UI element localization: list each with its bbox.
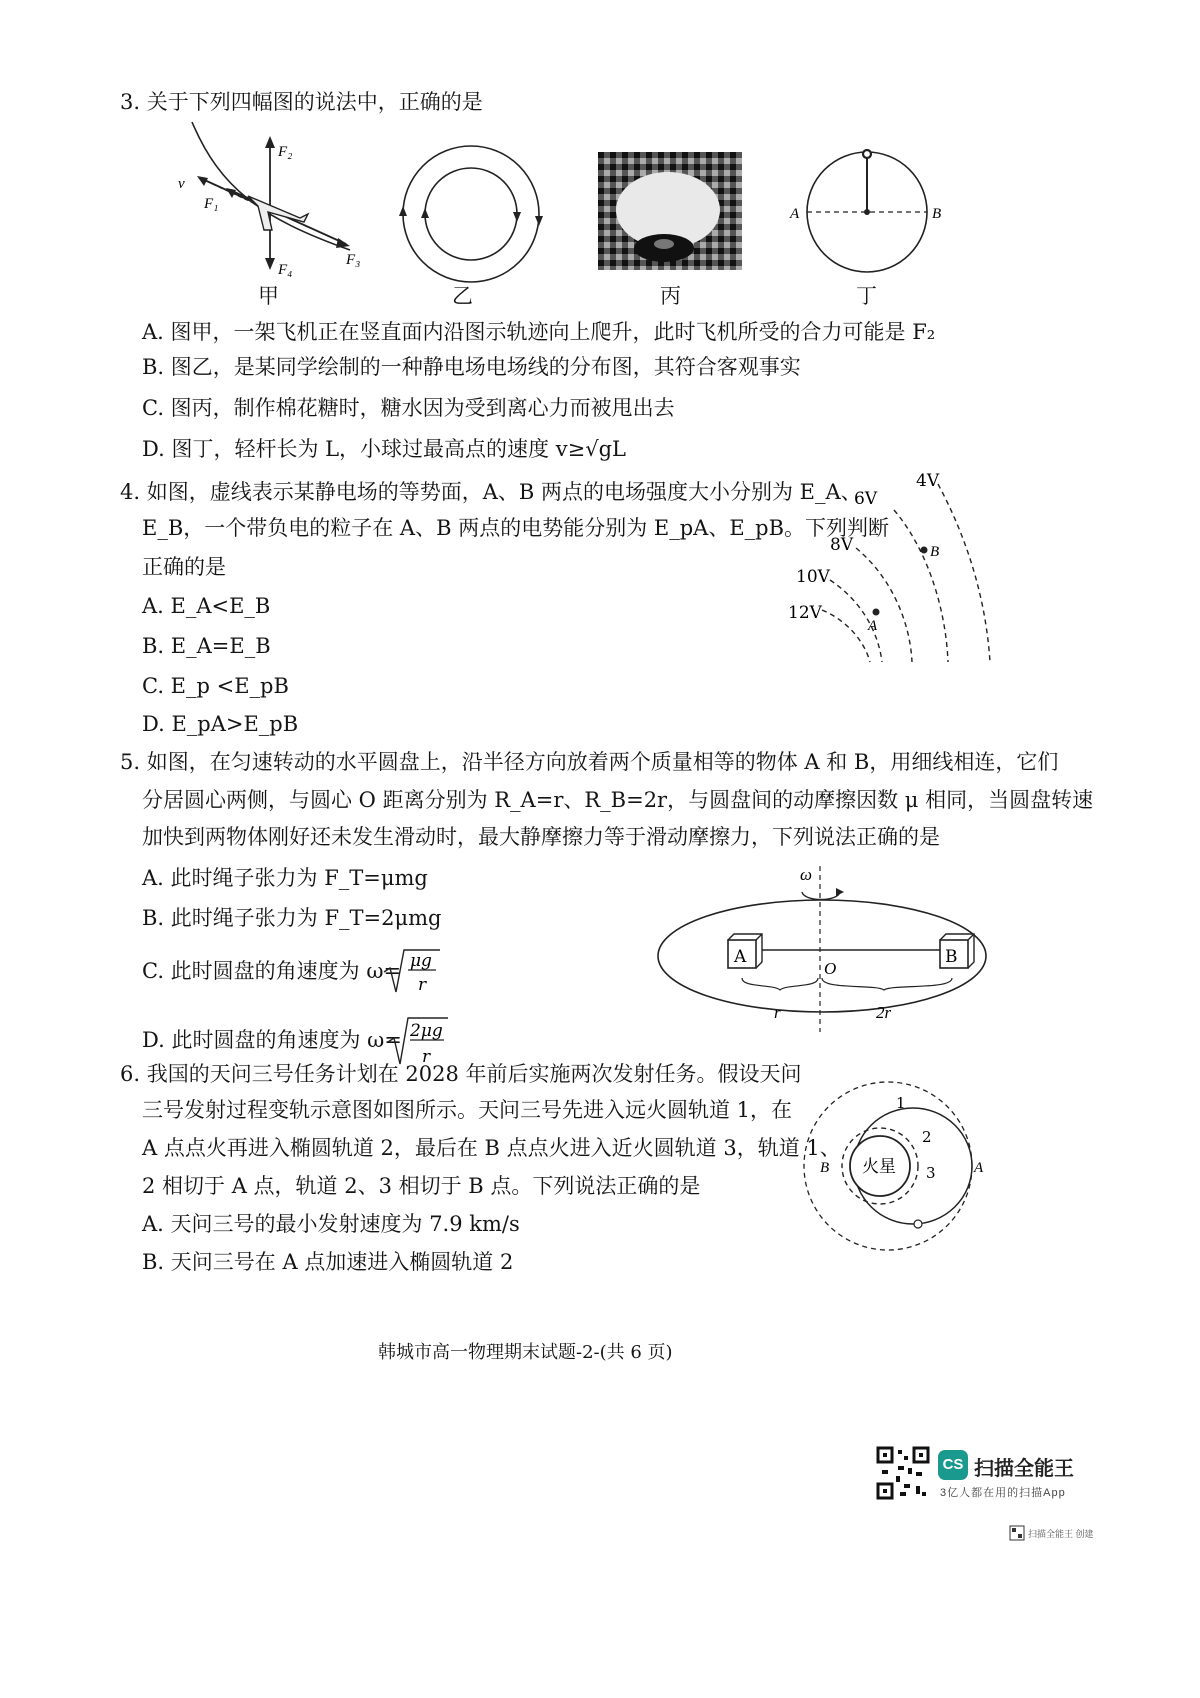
caption-jia: 甲	[258, 284, 279, 308]
dist-2r-label: 2r	[876, 1003, 892, 1022]
point-B: B	[930, 544, 940, 560]
q6-stem-line4: 2 相切于 A 点，轨道 2、3 相切于 B 点。下列说法正确的是	[142, 1174, 701, 1198]
q6-stem-line1: 6. 我国的天问三号任务计划在 2028 年前后实施两次发射任务。假设天问	[120, 1062, 802, 1086]
voltage-10V: 10V	[796, 567, 830, 587]
q4-option-a: A. E_A<E_B	[142, 594, 271, 618]
planet-mars-label: 火星	[862, 1157, 896, 1177]
q3-option-a: A. 图甲，一架飞机正在竖直面内沿图示轨迹向上爬升，此时飞机所受的合力可能是 F₂	[142, 320, 936, 344]
omega-label: ω	[800, 865, 813, 884]
camscanner-tagline: 3亿人都在用的扫描App	[940, 1487, 1066, 1499]
point-A: A	[868, 618, 878, 634]
label-F4: F₄	[278, 262, 293, 278]
q3-fig-bing-photo	[598, 152, 742, 270]
label-B: B	[932, 206, 942, 222]
orbit-1-label: 1	[896, 1094, 906, 1112]
block-A-label: A	[734, 947, 747, 967]
orbit-2-label: 2	[922, 1128, 932, 1146]
q6-stem-line3: A 点点火再进入椭圆轨道 2，最后在 B 点点火进入近火圆轨道 3，轨道 1、	[142, 1136, 841, 1160]
d-frac-num: 2μg	[410, 1021, 443, 1041]
q6-option-b: B. 天问三号在 A 点加速进入椭圆轨道 2	[142, 1250, 514, 1274]
q3-fig-jia	[170, 118, 370, 278]
page-footer: 韩城市高一物理期末试题-2-(共 6 页)	[378, 1342, 673, 1363]
dist-r-label: r	[774, 1003, 781, 1022]
point-A-label: A	[974, 1160, 984, 1176]
q5-option-c-formula	[382, 946, 442, 998]
q5-option-a: A. 此时绳子张力为 F_T=μmg	[142, 866, 428, 890]
small-qr-icon	[1010, 1526, 1024, 1540]
voltage-6V: 6V	[854, 489, 878, 509]
q4-equipotential-figure	[786, 470, 1006, 666]
label-F3: F₃	[346, 252, 361, 268]
q5-stem-line2: 分居圆心两侧，与圆心 O 距离分别为 R_A=r、R_B=2r，与圆盘间的动摩擦因数 μ 相同，当圆盘转速	[142, 788, 1094, 812]
block-B-label: B	[945, 947, 958, 967]
q4-stem-line3: 正确的是	[142, 555, 226, 579]
q5-stem-line3: 加快到两物体刚好还未发生滑动时，最大静摩擦力等于滑动摩擦力，下列说法正确的是	[142, 825, 940, 849]
orbit-3-label: 3	[926, 1164, 936, 1182]
q3-option-c: C. 图丙，制作棉花糖时，糖水因为受到离心力而被甩出去	[142, 396, 675, 420]
q3-stem: 3. 关于下列四幅图的说法中，正确的是	[120, 90, 483, 114]
q6-stem-line2: 三号发射过程变轨示意图如图所示。天问三号先进入远火圆轨道 1，在	[142, 1098, 793, 1122]
q5-stem-line1: 5. 如图，在匀速转动的水平圆盘上，沿半径方向放着两个质量相等的物体 A 和 B，用细线相连，它们	[120, 750, 1059, 774]
camscanner-logo-icon: CS	[938, 1450, 968, 1480]
voltage-8V: 8V	[830, 535, 854, 555]
point-B-label: B	[820, 1160, 830, 1176]
camscanner-brand-name: 扫描全能王	[974, 1458, 1074, 1480]
center-O-label: O	[824, 959, 837, 978]
q3-option-b: B. 图乙，是某同学绘制的一种静电场电场线的分布图，其符合客观事实	[142, 355, 801, 379]
caption-ding: 丁	[856, 284, 877, 308]
label-F1: F₁	[204, 196, 219, 212]
label-F2: F₂	[278, 144, 293, 160]
q5-option-d: D. 此时圆盘的角速度为 ω=	[142, 1028, 402, 1052]
voltage-4V: 4V	[916, 471, 940, 491]
q6-option-a: A. 天问三号的最小发射速度为 7.9 km/s	[142, 1212, 520, 1236]
q5-option-b: B. 此时绳子张力为 F_T=2μmg	[142, 906, 442, 930]
q4-stem-line2: E_B，一个带负电的粒子在 A、B 两点的电势能分别为 E_pA、E_pB。下列判断	[142, 516, 890, 540]
d-frac-den: r	[422, 1047, 431, 1067]
q3-option-d: D. 图丁，轻杆长为 L，小球过最高点的速度 v≥√gL	[142, 437, 626, 461]
q3-fig-yi	[398, 144, 548, 284]
caption-yi: 乙	[452, 284, 473, 308]
c-frac-den: r	[418, 975, 427, 995]
c-frac-num: μg	[410, 951, 432, 971]
voltage-12V: 12V	[788, 603, 822, 623]
q4-option-c: C. E_p <E_pB	[142, 674, 289, 698]
camscanner-small-credit: 扫描全能王 创建	[1028, 1529, 1094, 1539]
q4-option-b: B. E_A=E_B	[142, 634, 271, 658]
qr-code-icon	[876, 1446, 930, 1500]
q3-fig-ding	[792, 150, 952, 280]
label-v: v	[178, 176, 185, 192]
caption-bing: 丙	[660, 284, 681, 308]
q5-rotating-disk-figure	[654, 866, 994, 1036]
q5-option-c: C. 此时圆盘的角速度为 ω=	[142, 959, 402, 983]
q6-orbit-figure	[788, 1080, 998, 1252]
label-A: A	[790, 206, 800, 222]
q4-option-d: D. E_pA>E_pB	[142, 712, 299, 736]
q4-stem-line1: 4. 如图，虚线表示某静电场的等势面，A、B 两点的电场强度大小分别为 E_A、	[120, 480, 862, 504]
